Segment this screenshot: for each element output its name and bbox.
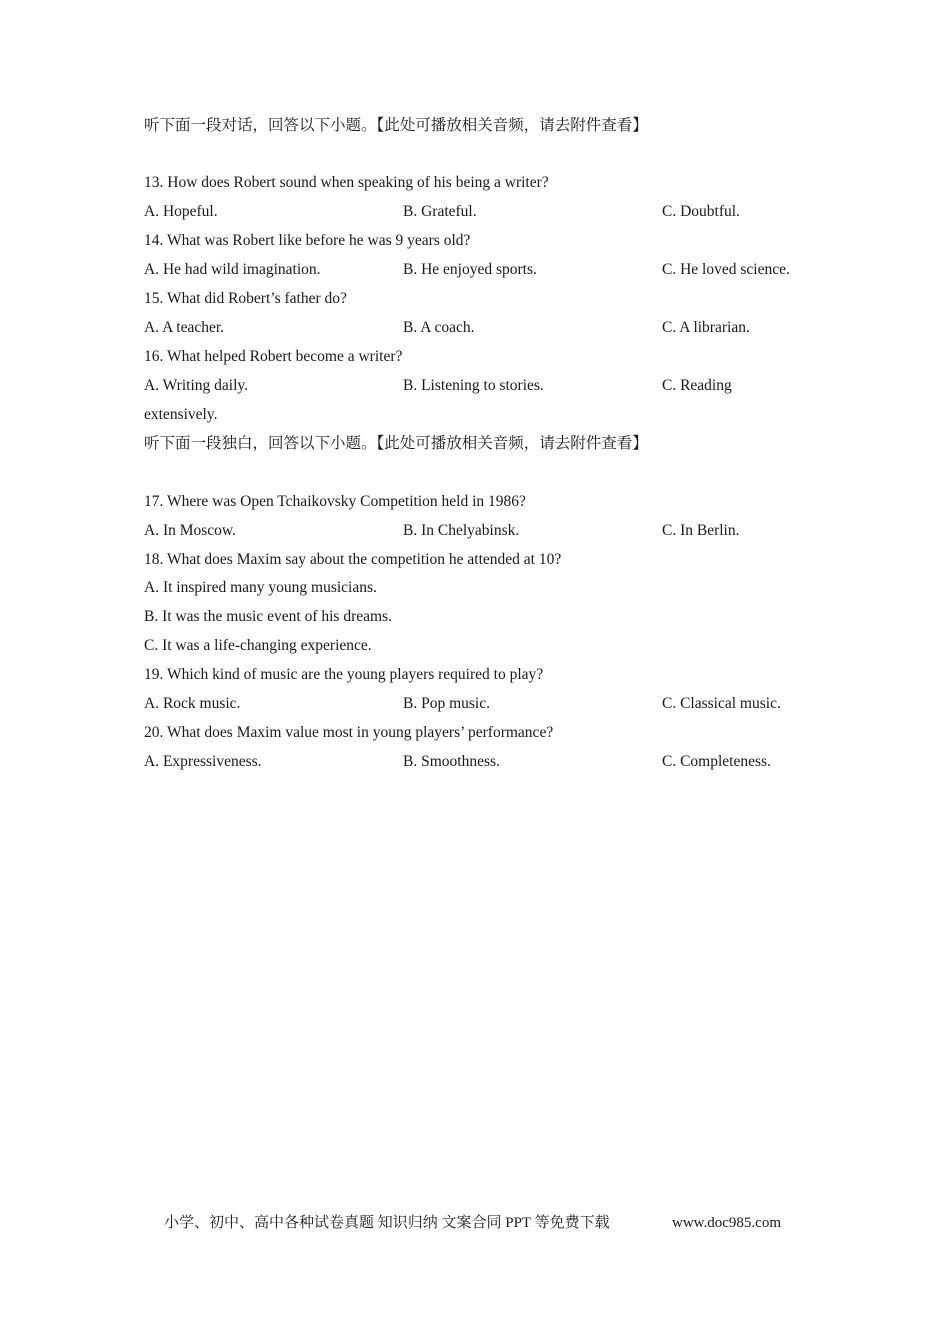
q18-option-a: A. It inspired many young musicians. bbox=[144, 579, 377, 596]
q14-stem: 14. What was Robert like before he was 9 years old? bbox=[144, 232, 471, 249]
q16-option-c-continued: extensively. bbox=[144, 406, 218, 423]
q14-option-a: A. He had wild imagination. bbox=[144, 261, 321, 278]
q16-option-a: A. Writing daily. bbox=[144, 377, 248, 394]
footer-text: 小学、初中、高中各种试卷真题 知识归纳 文案合同 PPT 等免费下载 bbox=[164, 1215, 610, 1231]
q18-option-c: C. It was a life-changing experience. bbox=[144, 637, 372, 654]
q17-option-a: A. In Moscow. bbox=[144, 522, 236, 539]
q15-option-a: A. A teacher. bbox=[144, 319, 225, 336]
q17-option-c: C. In Berlin. bbox=[662, 522, 740, 539]
q16-option-c: C. Reading bbox=[662, 377, 732, 394]
q14-option-b: B. He enjoyed sports. bbox=[403, 261, 537, 278]
q16-option-b: B. Listening to stories. bbox=[403, 377, 544, 394]
section1-instruction: 听下面一段对话，回答以下小题。【此处可播放相关音频，请去附件查看】 bbox=[144, 117, 648, 134]
q17-stem: 17. Where was Open Tchaikovsky Competition held in 1986? bbox=[144, 493, 526, 510]
q20-stem: 20. What does Maxim value most in young players’ performance? bbox=[144, 724, 554, 741]
q13-option-c: C. Doubtful. bbox=[662, 203, 740, 220]
q20-option-a: A. Expressiveness. bbox=[144, 753, 262, 770]
q19-option-c: C. Classical music. bbox=[662, 695, 781, 712]
footer-url[interactable]: www.doc985.com bbox=[672, 1215, 782, 1231]
q13-option-b: B. Grateful. bbox=[403, 203, 477, 220]
q20-option-b: B. Smoothness. bbox=[403, 753, 500, 770]
q17-option-b: B. In Chelyabinsk. bbox=[403, 522, 520, 539]
q13-option-a: A. Hopeful. bbox=[144, 203, 218, 220]
q13-stem: 13. How does Robert sound when speaking of his being a writer? bbox=[144, 174, 549, 191]
q18-option-b: B. It was the music event of his dreams. bbox=[144, 608, 392, 625]
q18-stem: 18. What does Maxim say about the competition he attended at 10? bbox=[144, 551, 562, 568]
q15-stem: 15. What did Robert’s father do? bbox=[144, 290, 347, 307]
q19-stem: 19. Which kind of music are the young players required to play? bbox=[144, 666, 544, 683]
q19-option-a: A. Rock music. bbox=[144, 695, 241, 712]
q14-option-c: C. He loved science. bbox=[662, 261, 790, 278]
q16-stem: 16. What helped Robert become a writer? bbox=[144, 348, 403, 365]
section2-instruction: 听下面一段独白，回答以下小题。【此处可播放相关音频，请去附件查看】 bbox=[144, 435, 648, 452]
q20-option-c: C. Completeness. bbox=[662, 753, 771, 770]
q19-option-b: B. Pop music. bbox=[403, 695, 490, 712]
q15-option-b: B. A coach. bbox=[403, 319, 475, 336]
q15-option-c: C. A librarian. bbox=[662, 319, 750, 336]
